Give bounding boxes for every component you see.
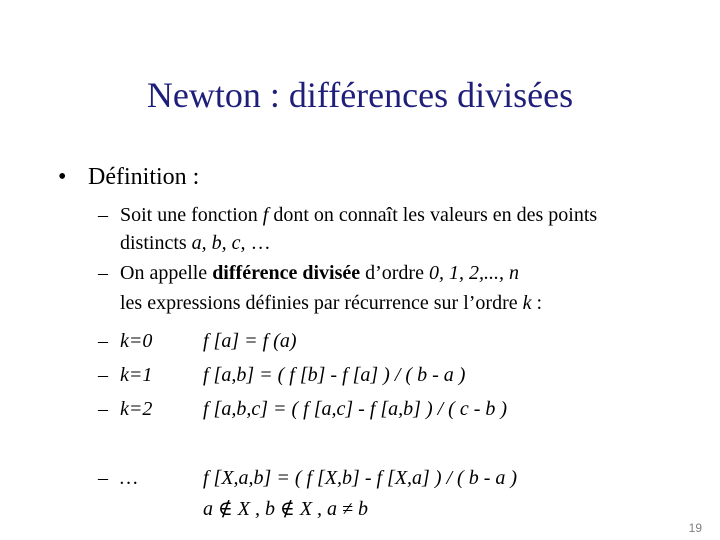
item-2-colon: : bbox=[536, 292, 543, 314]
case-k2-label: k=2 bbox=[120, 398, 153, 420]
item-1-rest: dont on connaît les valeurs en des points bbox=[273, 204, 598, 226]
dash-general: – bbox=[98, 467, 108, 489]
case-k1-label: k=1 bbox=[120, 364, 153, 386]
case-k0-formula: f [a] = f (a) bbox=[203, 330, 297, 352]
item-1-line-1 bbox=[120, 204, 597, 227]
item-1-text: Soit une fonction bbox=[120, 204, 258, 226]
dash-k1: – bbox=[98, 364, 108, 386]
dash-k0: – bbox=[98, 330, 108, 352]
item-2-mid: d’ordre bbox=[365, 262, 424, 284]
case-k0-label: k=0 bbox=[120, 330, 153, 352]
case-general-condition: a ∉ X , b ∉ X , a ≠ b bbox=[203, 498, 369, 520]
case-k2-formula: f [a,b,c] = ( f [a,c] - f [a,b] ) / ( c - b ) bbox=[203, 398, 508, 420]
item-1-line2-prefix: distincts bbox=[120, 232, 187, 254]
slide-title: Newton : différences divisées bbox=[146, 75, 574, 115]
item-2-term: différence divisée bbox=[212, 262, 361, 284]
dash-2: – bbox=[98, 262, 108, 284]
item-2-line-1 bbox=[120, 262, 519, 285]
page-number: 19 bbox=[688, 521, 702, 535]
item-1-ellipsis: … bbox=[250, 232, 271, 254]
case-general-label: … bbox=[120, 467, 138, 489]
item-2-k: k bbox=[522, 292, 532, 314]
case-general-formula: f [X,a,b] = ( f [X,b] - f [X,a] ) / ( b - a ) bbox=[203, 467, 518, 489]
bullet-dot: • bbox=[58, 164, 67, 190]
dash-1: – bbox=[98, 204, 108, 226]
item-1-f: f bbox=[262, 204, 269, 226]
item-1-line-2 bbox=[120, 232, 271, 255]
item-2-orders: 0, 1, 2,..., n bbox=[428, 262, 519, 284]
definition-heading: Définition : bbox=[88, 164, 200, 190]
item-2-prefix: On appelle bbox=[120, 262, 208, 284]
item-2-line2: les expressions définies par récurrence sur l’ordre bbox=[120, 292, 518, 314]
case-k1-formula: f [a,b] = ( f [b] - f [a] ) / ( b - a ) bbox=[203, 364, 466, 386]
item-2-line-2 bbox=[120, 292, 542, 315]
item-1-vars: a, b, c, bbox=[191, 232, 246, 254]
dash-k2: – bbox=[98, 398, 108, 420]
